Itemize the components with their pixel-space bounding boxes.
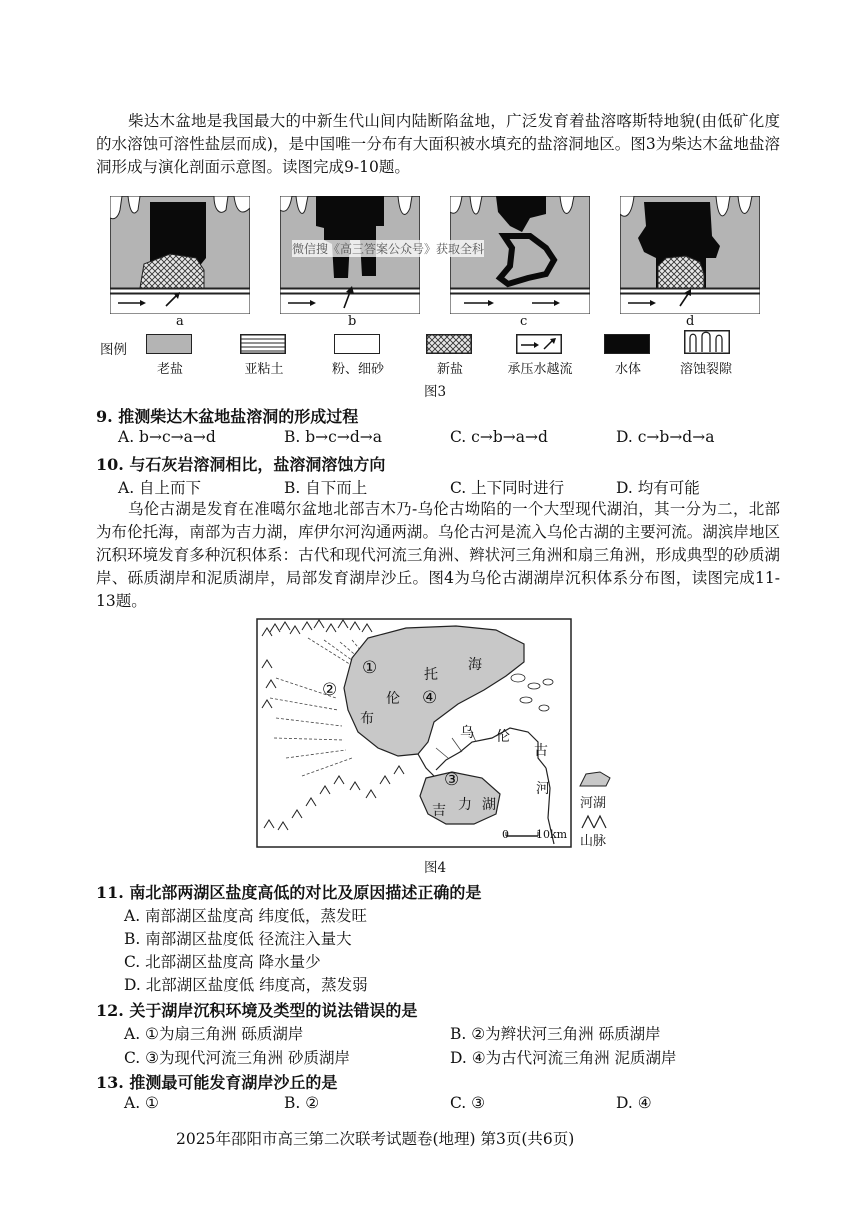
legend-mountain-swatch xyxy=(580,810,614,830)
panel-d-label: d xyxy=(686,314,695,329)
lake-north-char-2: 伦 xyxy=(386,691,400,707)
q9-option-c[interactable]: C. c→b→a→d xyxy=(450,428,548,446)
scale-zero: 0 xyxy=(502,828,509,841)
legend-mountain: 山脉 xyxy=(580,834,607,849)
q10-option-d[interactable]: D. 均有可能 xyxy=(616,479,700,497)
river-char-4: 河 xyxy=(536,781,550,797)
panel-c-label: c xyxy=(520,314,528,329)
marker-2: ② xyxy=(322,680,338,700)
q13-option-c[interactable]: C. ③ xyxy=(450,1094,486,1112)
marker-4: ④ xyxy=(422,688,438,708)
legend-old-salt: 老盐 xyxy=(156,362,183,377)
intro-paragraph-2: 乌伦古湖是发育在准噶尔盆地北部吉木乃-乌伦古坳陷的一个大型现代湖泊，其一分为二，北部为布伦托海，南部为吉力湖，库伊尔河沟通两湖。乌伦古河是流入乌伦古湖的主要河流。湖滨岸地区沉积环境发育多种沉积体系：古代和现代河流三角洲、辫状河三角洲和扇三角洲，形成典型的砂质湖岸、砾质湖岸和泥质湖岸，局部发育湖岸沙丘。图4为乌伦古湖湖岸沉积体系分布图，读图完成11-13题。 xyxy=(96,500,780,610)
panel-b-label: b xyxy=(348,314,357,329)
q11-option-a[interactable]: A. 南部湖区盐度高 纬度低，蒸发旺 xyxy=(124,907,367,925)
legend-sand-swatch xyxy=(334,334,380,354)
figure4-map xyxy=(256,618,572,848)
q12-option-a[interactable]: A. ①为扇三角洲 砾质湖岸 xyxy=(124,1025,304,1043)
q10-stem: 10. 与石灰岩溶洞相比，盐溶洞溶蚀方向 xyxy=(96,455,386,474)
q10-option-c[interactable]: C. 上下同时进行 xyxy=(450,479,565,497)
q9-option-d[interactable]: D. c→b→d→a xyxy=(616,428,715,446)
lake-south-char-3: 湖 xyxy=(482,797,496,813)
panel-a-label: a xyxy=(176,314,184,329)
legend-new-salt: 新盐 xyxy=(436,362,463,377)
legend-fissure-swatch xyxy=(684,330,730,354)
page-footer: 2025年邵阳市高三第二次联考试题卷(地理) 第3页(共6页) xyxy=(176,1130,575,1148)
lake-south-char-1: 吉 xyxy=(432,803,446,819)
q9-option-b[interactable]: B. b→c→d→a xyxy=(284,428,382,446)
q11-stem: 11. 南北部两湖区盐度高低的对比及原因描述正确的是 xyxy=(96,883,482,902)
q12-stem: 12. 关于湖岸沉积环境及类型的说法错误的是 xyxy=(96,1001,418,1020)
river-char-2: 伦 xyxy=(496,729,510,745)
q11-option-b[interactable]: B. 南部湖区盐度低 径流注入量大 xyxy=(124,930,352,948)
river-char-1: 乌 xyxy=(460,725,474,741)
legend-confined-flow: 承压水越流 xyxy=(507,362,573,377)
lake-south-char-2: 力 xyxy=(458,797,472,813)
marker-3: ③ xyxy=(444,770,460,790)
lake-north-char-3: 托 xyxy=(424,667,438,683)
q10-option-a[interactable]: A. 自上而下 xyxy=(118,479,202,497)
scale-label: 10km xyxy=(536,828,568,841)
legend-water-swatch xyxy=(604,334,650,354)
q12-option-d[interactable]: D. ④为古代河流三角洲 泥质湖岸 xyxy=(450,1049,677,1067)
q12-option-c[interactable]: C. ③为现代河流三角洲 砂质湖岸 xyxy=(124,1049,350,1067)
legend-lake: 河湖 xyxy=(580,796,607,811)
watermark: 微信搜《高三答案公众号》获取全科 xyxy=(292,242,485,256)
river-char-3: 古 xyxy=(534,743,548,759)
legend-old-salt-swatch xyxy=(146,334,192,354)
q9-stem: 9. 推测柴达木盆地盐溶洞的形成过程 xyxy=(96,407,359,426)
q10-option-b[interactable]: B. 自下而上 xyxy=(284,479,368,497)
legend-sand: 粉、细砂 xyxy=(331,362,384,377)
q11-option-c[interactable]: C. 北部湖区盐度高 降水量少 xyxy=(124,953,321,971)
legend-new-salt-swatch xyxy=(426,334,472,354)
figure3-panel-d xyxy=(620,196,760,314)
q13-option-d[interactable]: D. ④ xyxy=(616,1094,652,1112)
marker-1: ① xyxy=(362,658,378,678)
q13-option-b[interactable]: B. ② xyxy=(284,1094,320,1112)
q12-option-b[interactable]: B. ②为辫状河三角洲 砾质湖岸 xyxy=(450,1025,661,1043)
q9-option-a[interactable]: A. b→c→a→d xyxy=(118,428,216,446)
figure3-panel-a xyxy=(110,196,250,314)
figure3-caption: 图3 xyxy=(424,384,447,400)
figure4-caption: 图4 xyxy=(424,860,447,876)
legend-clay: 亚粘土 xyxy=(244,362,284,377)
q11-option-d[interactable]: D. 北部湖区盐度低 纬度高，蒸发弱 xyxy=(124,976,368,994)
legend-title: 图例 xyxy=(100,342,127,358)
q13-option-a[interactable]: A. ① xyxy=(124,1094,159,1112)
intro-paragraph-1: 柴达木盆地是我国最大的中新生代山间内陆断陷盆地，广泛发育着盐溶喀斯特地貌(由低矿化度的水溶蚀可溶性盐层而成)，是中国唯一分布有大面积被水填充的盐溶洞地区。图3为柴达木盆地盐溶洞形成与演化剖面示意图。读图完成9-10题。 xyxy=(96,112,780,176)
legend-fissure: 溶蚀裂隙 xyxy=(679,362,732,377)
lake-north-char-1: 布 xyxy=(360,711,374,727)
legend-water: 水体 xyxy=(614,362,641,377)
q13-stem: 13. 推测最可能发育湖岸沙丘的是 xyxy=(96,1073,338,1092)
lake-north-char-4: 海 xyxy=(468,657,482,673)
legend-clay-swatch xyxy=(240,334,286,354)
legend-lake-swatch xyxy=(576,768,616,790)
legend-confined-flow-swatch xyxy=(516,334,562,354)
